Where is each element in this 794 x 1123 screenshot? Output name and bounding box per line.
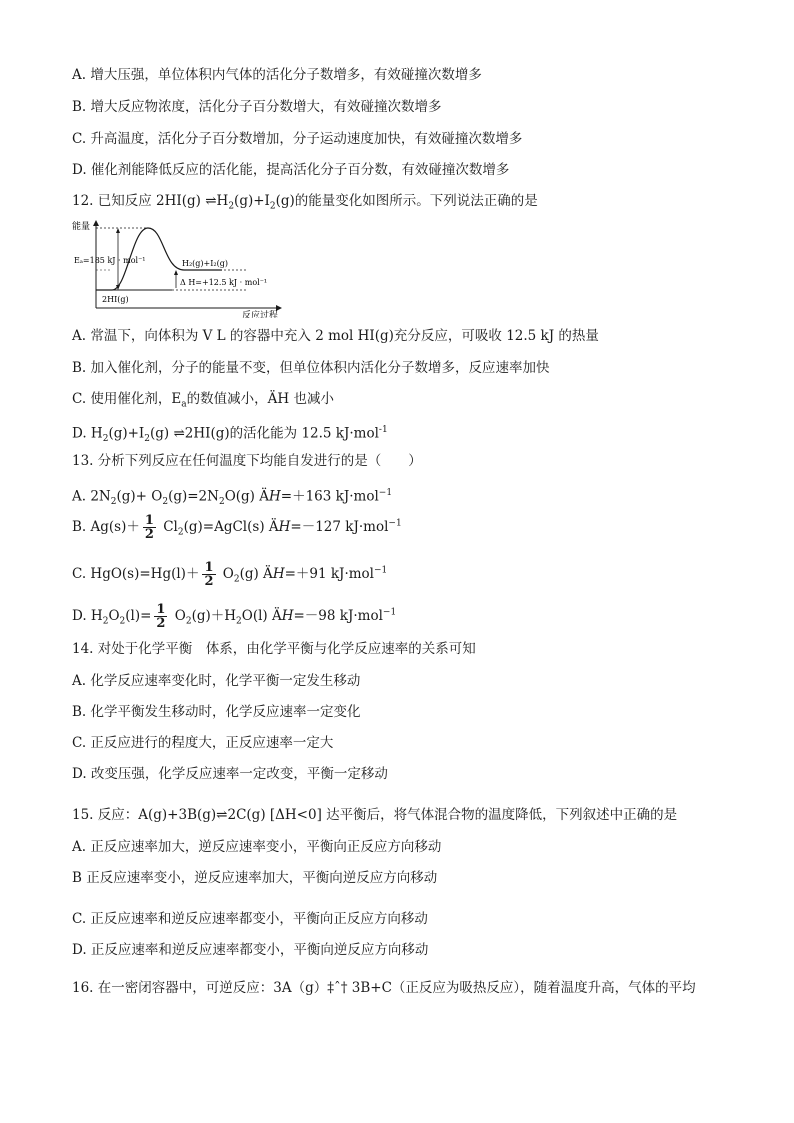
q14-option-a: A. 化学反应速率变化时，化学平衡一定发生移动 <box>72 673 361 689</box>
q15-option-c: C. 正反应速率和逆反应速率都变小，平衡向正反应方向移动 <box>72 911 428 927</box>
diagram-reactant-label: 2HI(g) <box>102 295 129 304</box>
q14-stem: 14. 对处于化学平衡 体系，由化学平衡与化学反应速率的关系可知 <box>72 641 476 657</box>
fraction-one-half: $\frac{1}{2}$ <box>156 602 166 631</box>
q11-option-d: D. 催化剂能降低反应的活化能，提高活化分子百分数，有效碰撞次数增多 <box>72 162 510 178</box>
q14-option-c: C. 正反应进行的程度大，正反应速率一定大 <box>72 735 334 751</box>
q16-stem: 16. 在一密闭容器中，可逆反应：3A（g）‡ˆ† 3B+C（正反应为吸热反应），随着温度升高，气体的平均 <box>72 980 696 996</box>
q15-option-d: D. 正反应速率和逆反应速率都变小，平衡向逆反应方向移动 <box>72 942 429 958</box>
q11-option-b: B. 增大反应物浓度，活化分子百分数增大，有效碰撞次数增多 <box>72 99 442 115</box>
q11-option-c: C. 升高温度，活化分子百分数增加，分子运动速度加快，有效碰撞次数增多 <box>72 131 523 147</box>
q13-option-b: B. Ag(s)＋ $\frac{1}{2}$ $Cl_2(g)=AgCl(s)$ ÄH=－127 kJ·mol$^{-1}$ <box>72 513 402 542</box>
q12-option-c: C. 使用催化剂，$E_a$的数值减小，ÄH 也减小 <box>72 391 334 410</box>
q13-option-d: D. $H_2O_2(l)=$ $\frac{1}{2}$ $O_2(g)+H_2O(l)$ ÄH=－98 kJ·mol$^{-1}$ <box>72 602 397 631</box>
q12-option-d: D. $H_2(g)+I_2(g)$ ⇌2HI(g)的活化能为 12.5 kJ·mol$^{-1}$ <box>72 425 388 445</box>
q12-option-a: A. 常温下，向体积为 V L 的容器中充入 2 mol HI(g)充分反应，可吸收 12.5 kJ 的热量 <box>72 328 599 344</box>
diagram-x-label: 反应过程 <box>242 311 279 318</box>
fraction-one-half: $\frac{1}{2}$ <box>144 513 154 542</box>
q11-option-a: A. 增大压强，单位体积内气体的活化分子数增多，有效碰撞次数增多 <box>72 67 482 83</box>
q13-option-c: C. HgO(s)=Hg(l)＋ $\frac{1}{2}$ $O_2(g)$ ÄH=＋91 kJ·mol$^{-1}$ <box>72 560 388 589</box>
q15-stem: 15. 反应：A(g)+3B(g)⇌2C(g) [ΔH<0] 达平衡后，将气体混合物的温度降低，下列叙述中正确的是 <box>72 807 678 823</box>
q14-option-b: B. 化学平衡发生移动时，化学反应速率一定变化 <box>72 704 361 720</box>
q15-option-a: A. 正反应速率加大，逆反应速率变小，平衡向正反应方向移动 <box>72 839 442 855</box>
q14-option-d: D. 改变压强，化学反应速率一定改变，平衡一定移动 <box>72 766 388 782</box>
q15-option-b: B 正反应速率变小，逆反应速率加大，平衡向逆反应方向移动 <box>72 870 438 886</box>
q12-stem: 12. 已知反应 2HI(g) $\rightleftharpoons H_2(g)+I_2(g)$的能量变化如图所示。下列说法正确的是 <box>72 193 538 212</box>
q13-option-a: A. $2N_2(g)+ O_2(g)=2N_2O(g)$ ÄH=＋163 kJ·mol$^{-1}$ <box>72 488 393 508</box>
energy-diagram <box>72 218 292 318</box>
q12-option-b: B. 加入催化剂，分子的能量不变，但单位体积内活化分子数增多，反应速率加快 <box>72 360 550 376</box>
diagram-y-label: 能量 <box>72 222 91 232</box>
fraction-one-half: $\frac{1}{2}$ <box>204 560 214 589</box>
q13-stem: 13. 分析下列反应在任何温度下均能自发进行的是（ ） <box>72 453 422 469</box>
diagram-dh-label: Δ H=+12.5 kJ · mol⁻¹ <box>180 278 268 287</box>
diagram-ea-label: Eₐ=185 kJ · mol⁻¹ <box>74 256 146 265</box>
diagram-product-label: H₂(g)+I₂(g) <box>182 259 228 268</box>
